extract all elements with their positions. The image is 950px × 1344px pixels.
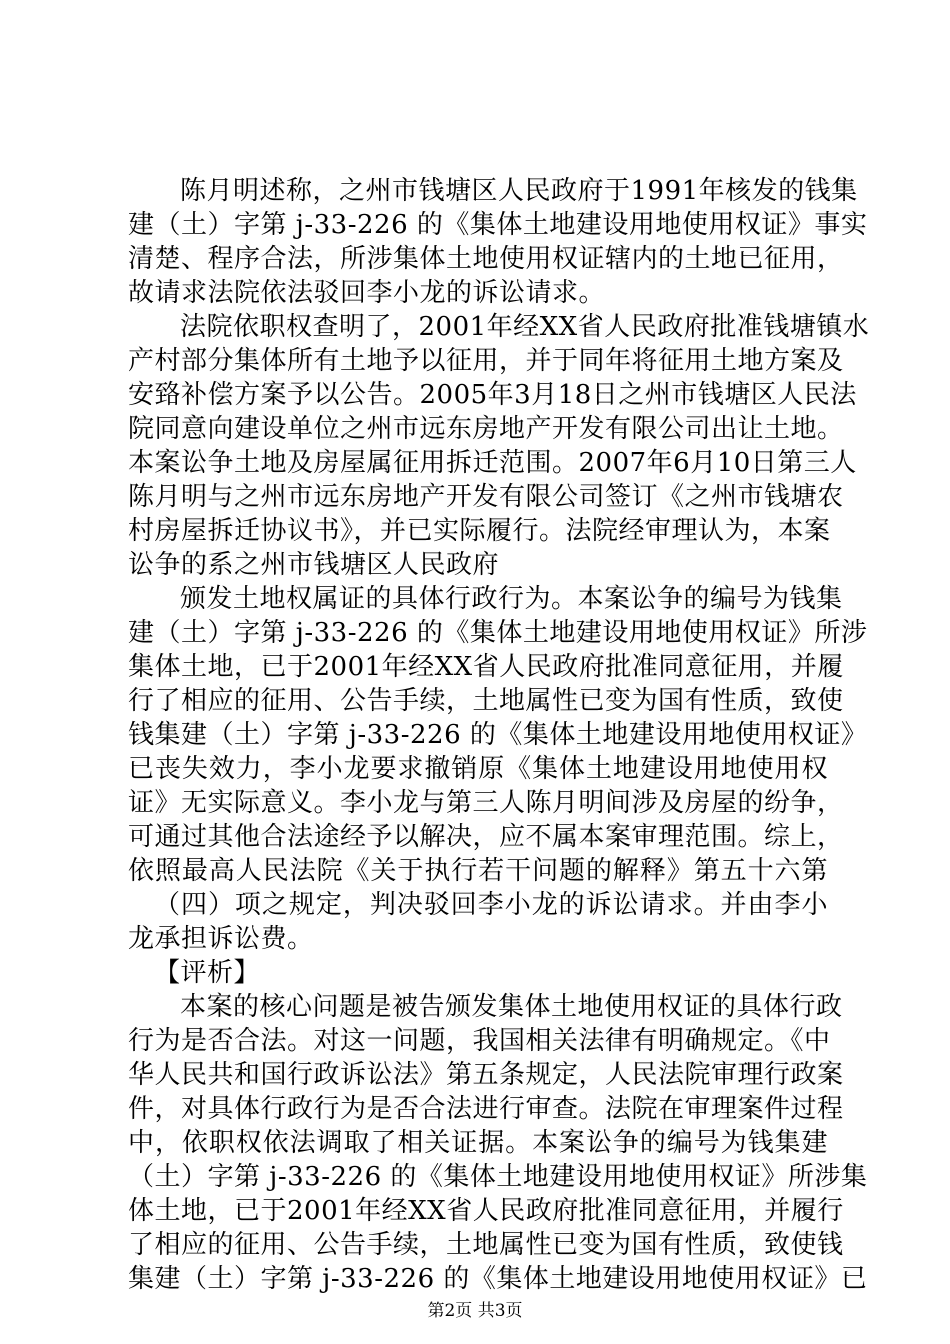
text-line: 体土地，已于2001年经XX省人民政府批准同意征用，并履行 <box>128 1196 844 1226</box>
text-line: 陈月明述称，之州市钱塘区人民政府于1991年核发的钱集 <box>180 176 858 206</box>
text-line: 可通过其他合法途经予以解决，应不属本案审理范围。综上， <box>128 822 844 852</box>
text-line: 故请求法院依法驳回李小龙的诉讼请求。 <box>128 278 606 308</box>
document-body <box>128 174 870 1296</box>
text-line: 龙承担诉讼费。 <box>128 924 314 954</box>
text-line: 已丧失效力，李小龙要求撤销原《集体土地建设用地使用权 <box>128 754 828 784</box>
text-line: 件，对具体行政行为是否合法进行审查。法院在审理案件过程 <box>128 1094 844 1124</box>
text-line: 证》无实际意义。李小龙与第三人陈月明间涉及房屋的纷争， <box>128 788 844 818</box>
text-line: 集体土地，已于2001年经XX省人民政府批准同意征用，并履 <box>128 652 844 682</box>
text-line: 产村部分集体所有土地予以征用，并于同年将征用土地方案及 <box>128 346 844 376</box>
text-line: 了相应的征用、公告手续，土地属性已变为国有性质，致使钱 <box>128 1230 844 1260</box>
text-line: 建（土）字第 j-33-226 的《集体土地建设用地使用权证》所涉 <box>128 618 868 648</box>
text-line: 清楚、程序合法，所涉集体土地使用权证辖内的土地已征用， <box>128 244 844 274</box>
text-line: （四）项之规定，判决驳回李小龙的诉讼请求。并由李小 <box>154 890 828 920</box>
page-footer: 第2页 共3页 <box>427 1301 523 1321</box>
text-line: 院同意向建设单位之州市远东房地产开发有限公司出让土地。 <box>128 414 844 444</box>
text-line: 安臵补偿方案予以公告。2005年3月18日之州市钱塘区人民法 <box>128 380 857 410</box>
text-line: 陈月明与之州市远东房地产开发有限公司签订《之州市钱塘农 <box>128 482 844 512</box>
text-line: 钱集建（土）字第 j-33-226 的《集体土地建设用地使用权证》 <box>128 720 868 750</box>
text-line: 村房屋拆迁协议书》，并已实际履行。法院经审理认为，本案 <box>128 516 831 546</box>
text-line: （土）字第 j-33-226 的《集体土地建设用地使用权证》所涉集 <box>128 1162 868 1192</box>
text-line: 本案的核心问题是被告颁发集体土地使用权证的具体行政 <box>180 992 843 1022</box>
text-line: 本案讼争土地及房屋属征用拆迁范围。2007年6月10日第三人 <box>128 448 857 478</box>
text-line: 行了相应的征用、公告手续，土地属性已变为国有性质，致使 <box>128 686 844 716</box>
text-line: 华人民共和国行政诉讼法》第五条规定，人民法院审理行政案 <box>128 1060 844 1090</box>
text-line: 中，依职权依法调取了相关证据。本案讼争的编号为钱集建 <box>128 1128 828 1158</box>
text-line: 法院依职权查明了，2001年经XX省人民政府批准钱塘镇水 <box>180 312 870 342</box>
text-line: 行为是否合法。对这一问题，我国相关法律有明确规定。《中 <box>128 1026 831 1056</box>
section-heading: 【评析】 <box>154 958 261 988</box>
text-line: 依照最高人民法院《关于执行若干问题的解释》第五十六第 <box>128 856 828 886</box>
text-line: 颁发土地权属证的具体行政行为。本案讼争的编号为钱集 <box>180 584 843 614</box>
text-line: 讼争的系之州市钱塘区人民政府 <box>128 550 500 580</box>
text-line: 集建（土）字第 j-33-226 的《集体土地建设用地使用权证》已 <box>128 1264 868 1294</box>
text-line: 建（土）字第 j-33-226 的《集体土地建设用地使用权证》事实 <box>128 210 868 240</box>
